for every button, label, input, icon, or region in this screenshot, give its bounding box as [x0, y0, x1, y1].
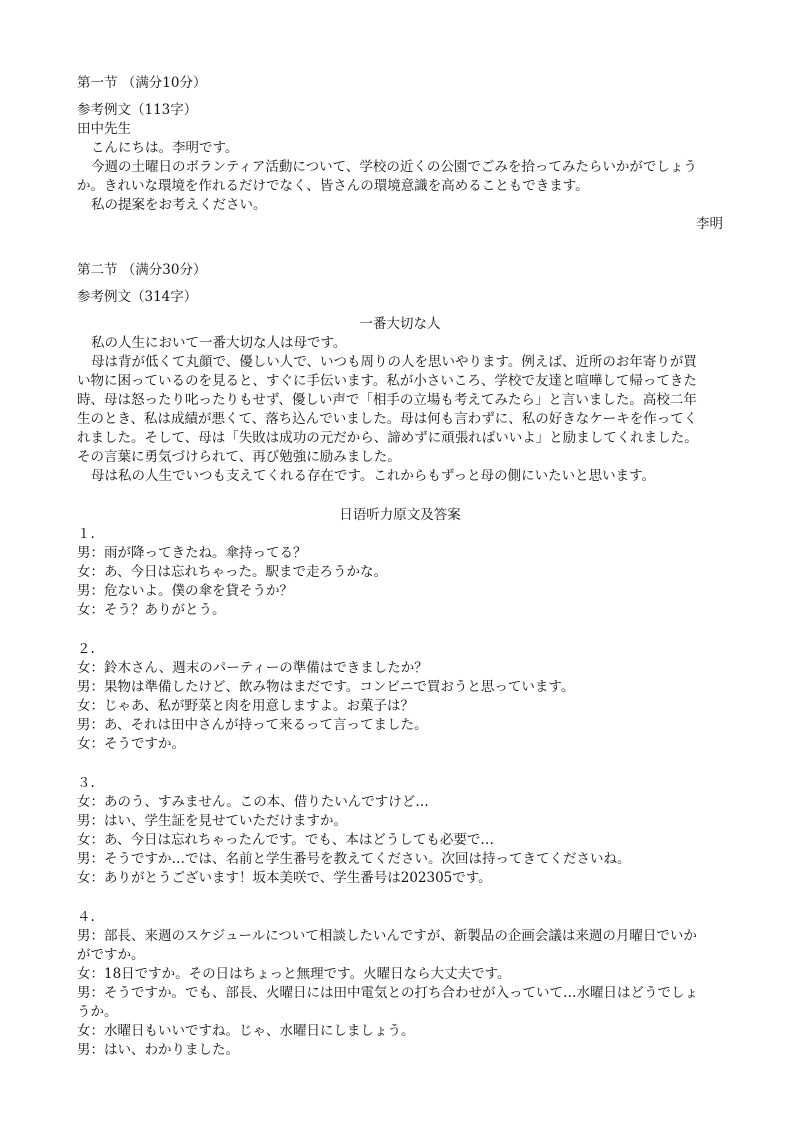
letter-line: 私の提案をお考えください。: [91, 197, 267, 213]
essay-title: 一番大切な人: [359, 316, 441, 332]
dialogue-line: 女：じゃあ、私が野菜と肉を用意しますよ。お菓子は？: [77, 698, 414, 714]
dialogue-number: ３.: [77, 775, 95, 791]
letter-line: こんにちは。李明です。: [91, 140, 239, 156]
dialogue-line: 男：危ないよ。僕の傘を貸そうか？: [77, 583, 293, 599]
dialogue-line: 女：ありがとうございます！坂本美咲で、学生番号は202305です。: [77, 870, 492, 886]
section1-heading: 第一节 （满分10分）: [77, 75, 207, 91]
dialogue-line: 女：あ、今日は忘れちゃった。駅まで走ろうかな。: [77, 564, 387, 580]
essay-line: 生のとき、私は成績が悪くて、落ち込んでいました。母は何も言わずに、私の好きなケーキを作ってく: [77, 411, 698, 427]
section1-example-label: 参考例文（113字）: [77, 102, 198, 118]
essay-line: その言葉に勇気づけられて、再び勉強に励みました。: [77, 449, 401, 465]
dialogue-line: 男：果物は準備したけど、飲み物はまだです。コンビニで買おうと思っています。: [77, 679, 575, 695]
dialogue-line: 男：はい、学生証を見せていただけますか。: [77, 813, 347, 829]
listening-title: 日语听力原文及答案: [339, 507, 461, 523]
essay-line: 私の人生において一番大切な人は母です。: [91, 335, 347, 351]
dialogue-line: うか。: [77, 1004, 118, 1020]
dialogue-line: 女：そうですか。: [77, 736, 185, 752]
dialogue-line: 女：そう？ありがとう。: [77, 602, 226, 618]
essay-line: 時、母は怒ったり叱ったりもせず、優しい声で「相手の立場も考えてみたら」と言いました。高校二年: [77, 392, 697, 408]
dialogue-line: 女：あのう、すみません。この本、借りたいんですけど…: [77, 794, 429, 810]
letter-line: 今週の土曜日のボランティア活動について、学校の近くの公園でごみを拾ってみたらいかがでしょう: [91, 159, 697, 175]
dialogue-line: 男：はい、わかりました。: [77, 1042, 239, 1058]
dialogue-line: 女：あ、今日は忘れちゃったんです。でも、本はどうしても必要で…: [77, 832, 494, 848]
dialogue-line: 女：18日ですか。その日はちょっと無理です。火曜日なら大丈夫です。: [77, 966, 511, 982]
essay-line: 母は背が低くて丸顔で、優しい人で、いつも周りの人を思いやります。例えば、近所のお年寄りが買: [91, 354, 697, 370]
dialogue-number: ４.: [77, 909, 95, 925]
dialogue-line: 男：部長、来週のスケジュールについて相談したいんですが、新製品の企画会議は来週の月曜日でいか: [77, 928, 697, 944]
dialogue-number: １.: [77, 526, 95, 542]
dialogue-line: 女：水曜日もいいですね。じゃ、水曜日にしましょう。: [77, 1023, 415, 1039]
essay-line: い物に困っているのを見ると、すぐに手伝います。私が小さいころ、学校で友達と喧嘩して帰ってきた: [77, 373, 697, 389]
dialogue-line: がですか。: [77, 947, 145, 963]
letter-line: か。きれいな環境を作れるだけでなく、皆さんの環境意識を高めることもできます。: [77, 178, 589, 194]
letter-salutation: 田中先生: [77, 121, 131, 137]
document-page: [77, 74, 723, 1060]
section2-heading: 第二节 （满分30分）: [77, 262, 207, 278]
section2-example-label: 参考例文（314字）: [77, 289, 198, 305]
essay-line: 母は私の人生でいつも支えてくれる存在です。これからもずっと母の側にいたいと思います。: [91, 468, 656, 484]
essay-line: れました。そして、母は「失敗は成功の元だから、諦めずに頑張ればいいよ」と励ましてくれました。: [77, 430, 698, 446]
dialogue-number: ２.: [77, 641, 95, 657]
letter-signature: 李明: [696, 216, 723, 232]
dialogue-line: 男：雨が降ってきたね。傘持ってる？: [77, 545, 307, 561]
dialogue-line: 女：鈴木さん、週末のパーティーの準備はできましたか？: [77, 660, 428, 676]
dialogue-line: 男：あ、それは田中さんが持って来るって言ってました。: [77, 717, 428, 733]
dialogue-line: 男：そうですか。でも、部長、火曜日には田中電気との打ち合わせが入っていて…水曜日はどうでしょ: [77, 985, 698, 1001]
dialogue-line: 男：そうですか…では、名前と学生番号を教えてください。次回は持ってきてくださいね。: [77, 851, 631, 867]
